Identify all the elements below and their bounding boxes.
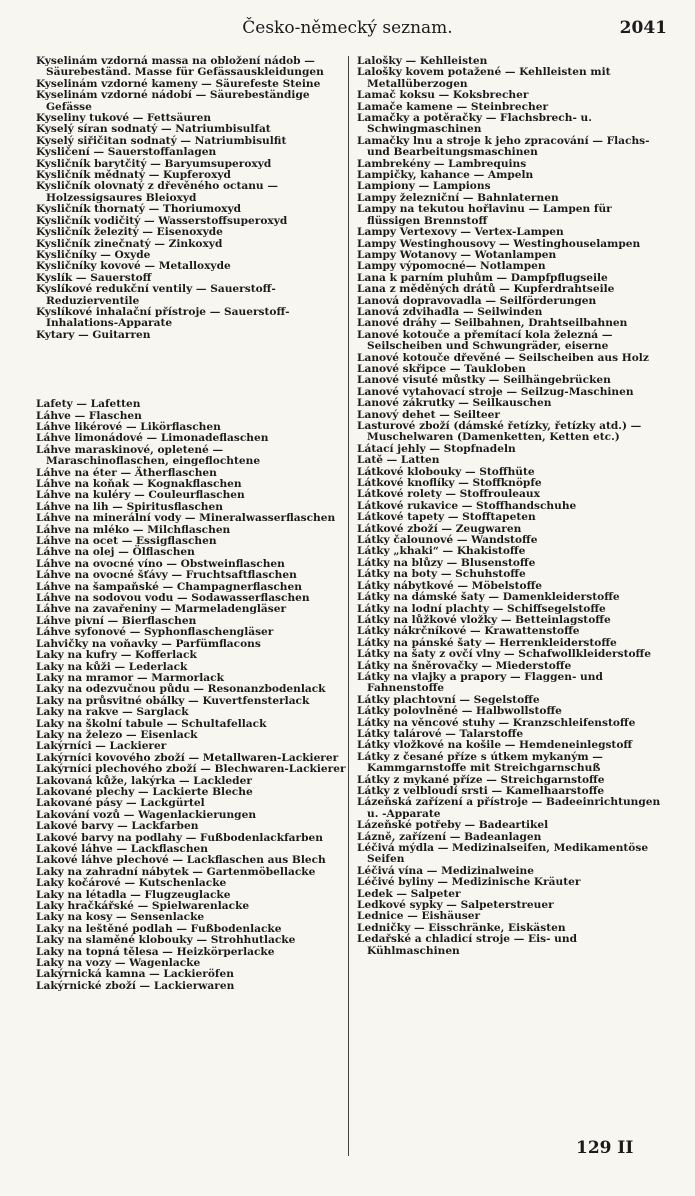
- section-gap: [36, 341, 346, 399]
- list-item: Látky na věncové stuhy — Kranzschleifenstoffe: [357, 716, 636, 729]
- list-item: Kysličník vodičitý — Wasserstoffsuperoxyd: [36, 214, 288, 227]
- list-item: Lakýrnické zboží — Lackierwaren: [36, 979, 235, 992]
- page-title: Česko-německý seznam.: [242, 18, 453, 38]
- list-item: Latě — Latten: [357, 454, 440, 467]
- list-item: Kysličníky kovové — Metalloxyde: [36, 260, 231, 273]
- list-item: Kyselinám vzdorné kameny — Säurefeste Steine: [36, 77, 321, 90]
- list-item: Lakové láhve — Lackflaschen: [36, 843, 208, 855]
- list-item: Laky na odezvučnou půdu — Resonanzbodenlack: [36, 683, 326, 696]
- list-item: Láhve na mléko — Milchflaschen: [36, 523, 231, 536]
- list-item: Látky z mykané příze — Streichgarnstoffe: [357, 773, 605, 786]
- list-item: Laky na leštěné podlah — Fußbodenlacke: [36, 922, 282, 935]
- list-item: Lanový dehet — Seilteer: [357, 408, 500, 421]
- list-item: Lamače kamene — Steinbrecher: [357, 100, 549, 113]
- list-item: Láhve na zavařeniny — Marmeladengläser: [36, 603, 287, 616]
- list-item: Látkové rolety — Stoffrouleaux: [357, 488, 540, 501]
- list-item: Lampičky, kahance — Ampeln: [357, 169, 534, 182]
- list-item: Látkové zboží — Zeugwaren: [357, 522, 522, 535]
- list-item: Lampy na tekutou hořlavinu — Lampen für flüssigen Brennstoff: [357, 203, 612, 227]
- list-item: Látkové rukavice — Stoffhandschuhe: [357, 499, 577, 512]
- list-item: Látky na lodní plachty — Schiffsegelstoffe: [357, 602, 606, 615]
- page-header: [0, 18, 695, 42]
- list-item: Lamačky a potěračky — Flachsbrech- u. Schwingmaschinen: [357, 112, 592, 136]
- list-item: Látky vložkové na košile — Hemdeneinlegstoff: [357, 739, 633, 752]
- list-item: Laky na školní tabule — Schultafellack: [36, 717, 267, 730]
- list-item: Lakovaná kůže, lakýrka — Lackleder: [36, 774, 252, 787]
- list-item: Léčivé byliny — Medizinische Kräuter: [357, 876, 581, 889]
- list-item: Lakýrníci plechového zboží — Blechwaren-Lackierer: [36, 763, 346, 776]
- list-item: Lanové vytahovací stroje — Seilzug-Maschinen: [357, 385, 634, 398]
- list-item: Lakové barvy na podlahy — Fußbodenlackfarben: [36, 831, 323, 844]
- list-item: Lakové láhve plechové — Lackflaschen aus Blech: [36, 854, 326, 867]
- list-item: Laky na průsvitné obálky — Kuvertfensterlack: [36, 694, 310, 707]
- list-item: Látky nákrčníkové — Krawattenstoffe: [357, 625, 580, 638]
- list-item: Látky z velbloudí srsti — Kamelhaarstoffe: [357, 785, 605, 797]
- left-column: [36, 56, 346, 992]
- list-item: Láhve na ovocné víno — Obstweinflaschen: [36, 557, 285, 570]
- list-item: Lakýrnická kamna — Lackieröfen: [36, 968, 234, 981]
- list-item: Láhve na koňak — Kognakflaschen: [36, 478, 242, 490]
- list-item: Kyselý siřičitan sodnatý — Natriumbisulfit: [36, 134, 287, 147]
- list-item: Kysličník barytčitý — Baryumsuperoxyd: [36, 157, 272, 170]
- list-item: Laky na rakve — Sarglack: [36, 706, 189, 719]
- list-item: Látky z česané příze s útkem mykaným — Kammgarnstoffe mit Streichgarnschuß: [357, 750, 603, 775]
- list-item: Lanové visuté můstky — Seilhängebrücken: [357, 374, 611, 387]
- list-item: Láhve na lih — Spiritusflaschen: [36, 500, 223, 513]
- list-item: Kyselinám vzdorné nádobí — Säurebeständige Gefässe: [36, 89, 310, 113]
- list-item: Kysličník železitý — Eisenoxyde: [36, 226, 223, 239]
- list-item: Lampy výpomocné— Notlampen: [357, 260, 546, 273]
- right-column: [357, 56, 665, 957]
- left-top-list: [36, 56, 346, 341]
- list-item: Laky kočárové — Kutschenlacke: [36, 877, 227, 890]
- list-item: Lampy železniční — Bahnlaternen: [357, 191, 559, 204]
- list-item: Látky nábytkové — Möbelstoffe: [357, 579, 543, 592]
- list-item: Látky na pánské šaty — Herrenkleiderstoffe: [357, 636, 617, 649]
- list-item: Laky na zahradní nábytek — Gartenmöbellacke: [36, 865, 316, 878]
- list-item: Kytary — Guitarren: [36, 328, 151, 341]
- list-item: Kyseliny tukové — Fettsäuren: [36, 112, 212, 125]
- signature-mark: 129 II: [576, 1138, 634, 1158]
- list-item: Lahvičky na voňavky — Parfümflacons: [36, 637, 261, 650]
- list-item: Kyselinám vzdorná massa na obložení nádob — Säurebeständ. Masse für Gefässauskleidungen: [36, 55, 324, 79]
- list-item: Látkové klobouky — Stoffhüte: [357, 465, 535, 478]
- page-number: 2041: [619, 18, 667, 38]
- right-list: [357, 56, 665, 957]
- list-item: Látky na lůžkové vložky — Betteinlagstoffe: [357, 613, 611, 626]
- entries-area: [36, 56, 667, 1096]
- list-item: Látky na dámské šaty — Damenkleiderstoffe: [357, 591, 620, 604]
- list-item: Látky na boty — Schuhstoffe: [357, 568, 526, 581]
- list-item: Láhve na ocet — Essigflaschen: [36, 535, 217, 548]
- list-item: Lednice — Eishäuser: [357, 910, 481, 923]
- list-item: Lakované pásy — Lackgürtel: [36, 797, 205, 810]
- list-item: Látky polovlněné — Halbwollstoffe: [357, 705, 562, 718]
- list-item: Kyslíkové inhalační přístroje — Sauerstoff-Inhalations-Apparate: [36, 305, 290, 330]
- list-item: Lana z měděných drátů — Kupferdrahtseile: [357, 283, 615, 296]
- list-item: Lanové kotouče a přemítací kola železná — Seilscheiben und Schwungräder, eiserne: [357, 328, 613, 353]
- list-item: Lanové skřipce — Taukloben: [357, 362, 526, 375]
- list-item: Látky čalounové — Wandstoffe: [357, 534, 538, 547]
- list-item: Lanové kotouče dřevěné — Seilscheiben aus Holz: [357, 351, 649, 364]
- list-item: Láhve maraskinové, opletené — Maraschinoflaschen, eingeflochtene: [36, 443, 261, 468]
- list-item: Lakýrníci — Lackierer: [36, 740, 167, 753]
- left-bottom-list: [36, 399, 346, 992]
- list-item: Lanová dopravovadla — Seilförderungen: [357, 294, 597, 307]
- list-item: Láhve limonádové — Limonadeflaschen: [36, 432, 269, 445]
- list-item: Lampy Vertexovy — Vertex-Lampen: [357, 226, 564, 239]
- list-item: Laky na létadla — Flugzeuglacke: [36, 888, 231, 901]
- list-item: Látkové tapety — Stofftapeten: [357, 511, 536, 524]
- list-item: Láhve na sodovou vodu — Sodawasserflaschen: [36, 592, 310, 605]
- list-item: Lanové dráhy — Seilbahnen, Drahtseilbahnen: [357, 317, 628, 330]
- list-item: Láhve — Flaschen: [36, 409, 142, 422]
- list-item: Láhve na minerální vody — Mineralwasserflaschen: [36, 512, 336, 525]
- list-item: Laky na mramor — Marmorlack: [36, 671, 224, 684]
- list-item: Kysličení — Sauerstoffanlagen: [36, 146, 217, 159]
- list-item: Lampy Wotanovy — Wotanlampen: [357, 248, 557, 261]
- list-item: Lamač koksu — Koksbrecher: [357, 89, 529, 102]
- list-item: Látkové knoflíky — Stoffknöpfe: [357, 477, 542, 490]
- list-item: Látky talárové — Talarstoffe: [357, 727, 524, 740]
- list-item: Lalošky — Kehlleisten: [357, 55, 488, 67]
- list-item: Kyslík — Sauerstoff: [36, 271, 152, 284]
- list-item: Lambrekény — Lambrequins: [357, 157, 527, 170]
- list-item: Lanové zákrutky — Seilkauschen: [357, 397, 552, 410]
- list-item: Laky na kůži — Lederlack: [36, 660, 188, 673]
- list-item: Lakové barvy — Lackfarben: [36, 820, 199, 833]
- list-item: Látky na blůzy — Blusenstoffe: [357, 556, 536, 569]
- list-item: Laky na kosy — Sensenlacke: [36, 911, 205, 924]
- list-item: Laky na slaměné klobouky — Strohhutlacke: [36, 934, 296, 947]
- list-item: Látky na vlajky a prapory — Flaggen- und Fahnenstoffe: [357, 670, 603, 695]
- list-item: Lázně, zařízení — Badeanlagen: [357, 830, 542, 843]
- list-item: Lampiony — Lampions: [357, 180, 491, 193]
- list-item: Léčivá mýdla — Medizinalseifen, Medikamentöse Seifen: [357, 842, 649, 866]
- list-item: Lakýrníci kovového zboží — Metallwaren-Lackierer: [36, 751, 339, 764]
- list-item: Ledek — Salpeter: [357, 887, 461, 900]
- list-item: Kysličník zinečnatý — Zinkoxyd: [36, 237, 223, 250]
- list-item: Lasturové zboží (dámské řetízky, řetízky atd.) — Muschelwaren (Damenketten, Ketten etc.): [357, 420, 642, 444]
- list-item: Ledkové sypky — Salpeterstreuer: [357, 899, 554, 912]
- list-item: Laky hračkářské — Spielwarenlacke: [36, 900, 250, 913]
- list-item: Lampy Westinghousovy — Westinghouselampen: [357, 237, 641, 250]
- list-item: Lamačky lnu a stroje k jeho zpracování — Flachs- und Bearbeitungsmaschinen: [357, 134, 650, 159]
- column-divider: [348, 56, 349, 1156]
- list-item: Laky na železo — Eisenlack: [36, 728, 198, 741]
- list-item: Látky „khaki“ — Khakistoffe: [357, 545, 526, 558]
- list-item: Kyselý síran sodnatý — Natriumbisulfat: [36, 123, 271, 136]
- list-item: Laky na topná tělesa — Heizkörperlacke: [36, 945, 275, 958]
- list-item: Kyslíkové redukční ventily — Sauerstoff-Reduzierventile: [36, 283, 276, 307]
- list-item: Lalošky kovem potažené — Kehlleisten mit Metallüberzogen: [357, 66, 611, 90]
- list-item: Laky na kufry — Kofferlack: [36, 649, 197, 662]
- list-item: Látky plachtovní — Segelstoffe: [357, 693, 540, 706]
- list-item: Láhve na šampaňské — Champagnerflaschen: [36, 580, 302, 593]
- list-item: Látky na šaty z ovčí vlny — Schafwollkleiderstoffe: [357, 648, 651, 661]
- list-item: Láhve na éter — Ätherflaschen: [36, 466, 217, 479]
- list-item: Lakované plechy — Lackierte Bleche: [36, 785, 253, 798]
- list-item: Lakování vozů — Wagenlackierungen: [36, 808, 257, 821]
- list-item: Láhve na kuléry — Couleurflaschen: [36, 489, 245, 502]
- list-item: Kysličníky — Oxyde: [36, 248, 151, 261]
- list-item: Látací jehly — Stopfnadeln: [357, 442, 516, 455]
- list-item: Láhve pivní — Bierflaschen: [36, 614, 197, 627]
- list-item: Laky na vozy — Wagenlacke: [36, 957, 201, 970]
- list-item: Lázeňská zařízení a přístroje — Badeeinrichtungen u. -Apparate: [357, 796, 661, 820]
- list-item: Ledničky — Eisschränke, Eiskästen: [357, 921, 566, 934]
- list-item: Látky na šněrovačky — Miederstoffe: [357, 659, 572, 672]
- list-item: Lana k parním pluhům — Dampfpflugseile: [357, 271, 608, 284]
- list-item: Láhve na olej — Ölflaschen: [36, 546, 195, 559]
- list-item: Kysličník thornatý — Thoriumoxyd: [36, 203, 242, 216]
- list-item: Lanová zdvihadla — Seilwinden: [357, 305, 543, 318]
- list-item: Láhve syfonové — Syphonflaschengläser: [36, 626, 274, 639]
- list-item: Lafety — Lafetten: [36, 398, 141, 411]
- list-item: Kysličník olovnatý z dřevěného octanu — Holzessigsaures Bleioxyd: [36, 180, 278, 204]
- list-item: Láhve na ovocné šťávy — Fruchtsaftflaschen: [36, 569, 297, 582]
- list-item: Láhve likérové — Likörflaschen: [36, 420, 221, 433]
- list-item: Lázeňské potřeby — Badeartikel: [357, 819, 549, 832]
- list-item: Ledařské a chladicí stroje — Eis- und Kühlmaschinen: [357, 933, 577, 957]
- list-item: Kysličník mědnatý — Kupferoxyd: [36, 169, 231, 182]
- list-item: Léčivá vína — Medizinalweine: [357, 864, 534, 877]
